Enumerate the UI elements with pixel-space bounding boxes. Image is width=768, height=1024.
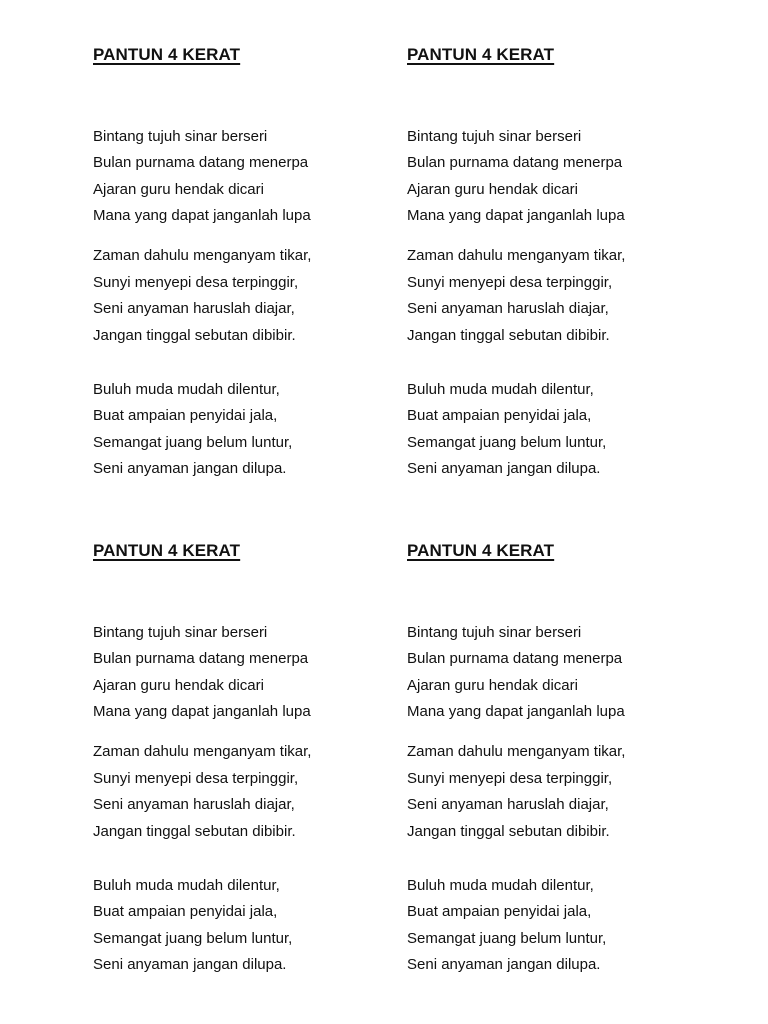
pantun-line: Buluh muda mudah dilentur,: [407, 381, 594, 398]
pantun-line: Sunyi menyepi desa terpinggir,: [407, 274, 613, 291]
pantun-line: Jangan tinggal sebutan dibibir.: [407, 823, 610, 840]
pantun-line: Buat ampaian penyidai jala,: [407, 407, 592, 424]
pantun-line: Buat ampaian penyidai jala,: [407, 903, 592, 920]
pantun-line: Seni anyaman haruslah diajar,: [407, 796, 609, 813]
pantun-line: Bintang tujuh sinar berseri: [93, 128, 268, 145]
pantun-line: Seni anyaman haruslah diajar,: [93, 796, 295, 813]
pantun-line: Sunyi menyepi desa terpinggir,: [93, 770, 299, 787]
pantun-line: Seni anyaman jangan dilupa.: [93, 460, 287, 477]
pantun-line: Jangan tinggal sebutan dibibir.: [407, 327, 610, 344]
pantun-line: Sunyi menyepi desa terpinggir,: [407, 770, 613, 787]
pantun-line: Jangan tinggal sebutan dibibir.: [93, 327, 296, 344]
pantun-line: Mana yang dapat janganlah lupa: [407, 703, 625, 720]
pantun-line: Bulan purnama datang menerpa: [407, 154, 623, 171]
pantun-title: PANTUN 4 KERAT: [407, 45, 555, 64]
pantun-title: PANTUN 4 KERAT: [93, 45, 241, 64]
pantun-line: Zaman dahulu menganyam tikar,: [93, 247, 312, 264]
pantun-line: Seni anyaman haruslah diajar,: [93, 300, 295, 317]
pantun-line: Bintang tujuh sinar berseri: [407, 128, 582, 145]
pantun-line: Ajaran guru hendak dicari: [407, 181, 578, 198]
pantun-line: Buluh muda mudah dilentur,: [93, 381, 280, 398]
pantun-line: Buat ampaian penyidai jala,: [93, 903, 278, 920]
pantun-line: Bintang tujuh sinar berseri: [407, 624, 582, 641]
pantun-line: Buluh muda mudah dilentur,: [93, 877, 280, 894]
pantun-line: Ajaran guru hendak dicari: [93, 181, 264, 198]
pantun-title: PANTUN 4 KERAT: [93, 541, 241, 560]
pantun-line: Semangat juang belum luntur,: [407, 930, 607, 947]
pantun-line: Seni anyaman jangan dilupa.: [93, 956, 287, 973]
pantun-line: Bintang tujuh sinar berseri: [93, 624, 268, 641]
pantun-line: Mana yang dapat janganlah lupa: [93, 703, 311, 720]
pantun-line: Semangat juang belum luntur,: [93, 930, 293, 947]
pantun-line: Zaman dahulu menganyam tikar,: [93, 743, 312, 760]
pantun-line: Mana yang dapat janganlah lupa: [93, 207, 311, 224]
pantun-line: Zaman dahulu menganyam tikar,: [407, 743, 626, 760]
pantun-line: Jangan tinggal sebutan dibibir.: [93, 823, 296, 840]
pantun-line: Semangat juang belum luntur,: [93, 434, 293, 451]
pantun-line: Semangat juang belum luntur,: [407, 434, 607, 451]
pantun-line: Mana yang dapat janganlah lupa: [407, 207, 625, 224]
pantun-line: Sunyi menyepi desa terpinggir,: [93, 274, 299, 291]
pantun-line: Zaman dahulu menganyam tikar,: [407, 247, 626, 264]
pantun-line: Bulan purnama datang menerpa: [93, 154, 309, 171]
pantun-line: Ajaran guru hendak dicari: [93, 677, 264, 694]
pantun-line: Seni anyaman jangan dilupa.: [407, 460, 601, 477]
pantun-line: Seni anyaman jangan dilupa.: [407, 956, 601, 973]
pantun-line: Bulan purnama datang menerpa: [93, 650, 309, 667]
pantun-line: Bulan purnama datang menerpa: [407, 650, 623, 667]
pantun-title: PANTUN 4 KERAT: [407, 541, 555, 560]
pantun-line: Seni anyaman haruslah diajar,: [407, 300, 609, 317]
pantun-line: Buluh muda mudah dilentur,: [407, 877, 594, 894]
pantun-line: Ajaran guru hendak dicari: [407, 677, 578, 694]
pantun-line: Buat ampaian penyidai jala,: [93, 407, 278, 424]
